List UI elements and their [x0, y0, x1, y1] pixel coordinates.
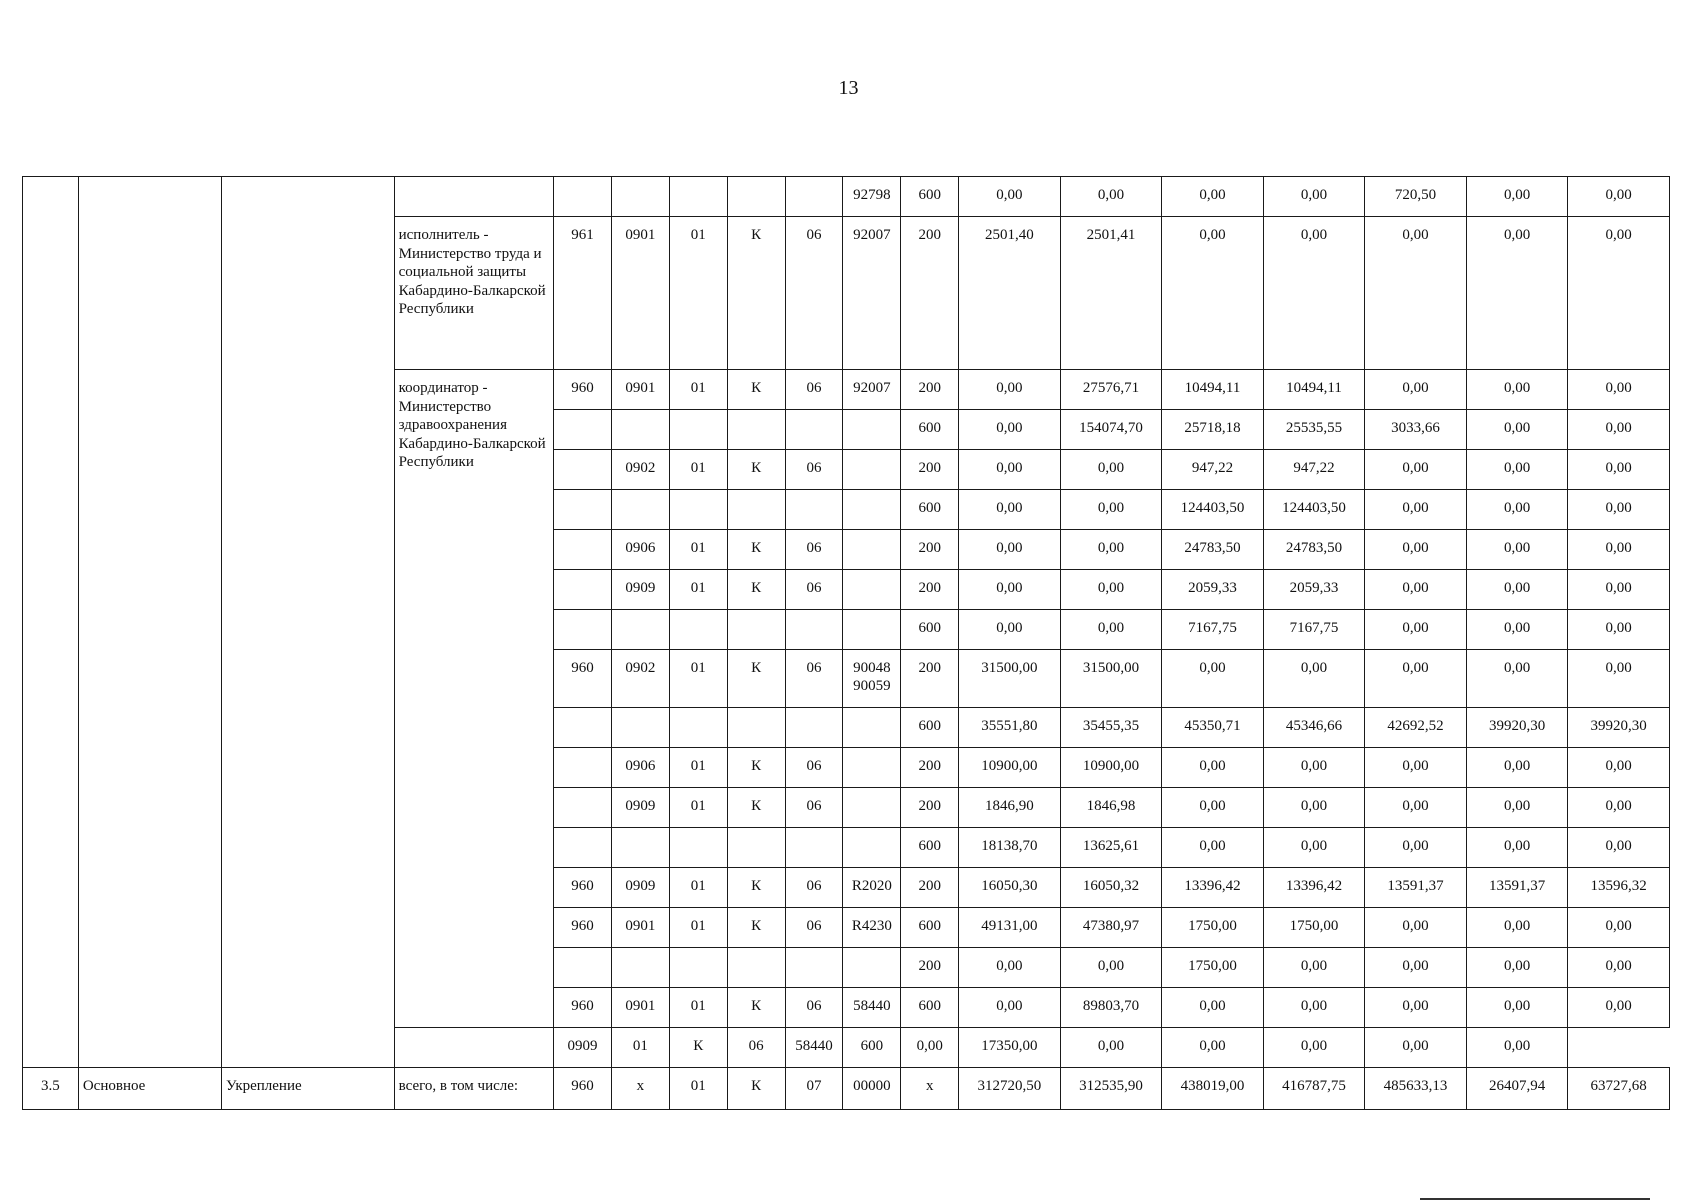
program-code-cell — [727, 610, 785, 650]
target-code-cell: R4230 — [843, 908, 901, 948]
cell-line: 90059 — [853, 678, 891, 694]
podrazdel-code-cell — [669, 708, 727, 748]
subprogram-code-cell: 06 — [785, 217, 843, 370]
razdel-code-cell — [611, 177, 669, 217]
value-7-cell: 0,00 — [1568, 788, 1670, 828]
program-code-cell — [727, 410, 785, 450]
vid-code-cell: 600 — [901, 177, 959, 217]
value-2-cell: 2501,41 — [1060, 217, 1162, 370]
podrazdel-code-cell — [669, 948, 727, 988]
value-4-cell: 0,00 — [1263, 177, 1365, 217]
value-3-cell: 124403,50 — [1162, 490, 1264, 530]
value-4-cell: 0,00 — [1263, 748, 1365, 788]
value-4-cell: 24783,50 — [1263, 530, 1365, 570]
gr-code-cell: 960 — [554, 370, 612, 410]
responsible-cell: координатор - Министерство здравоохранения Кабардино-Балкарской Республики — [394, 370, 553, 1028]
value-1-cell: 0,00 — [959, 370, 1061, 410]
value-5-cell: 0,00 — [1365, 450, 1467, 490]
value-3-cell: 0,00 — [1162, 828, 1264, 868]
gr-code-cell — [554, 177, 612, 217]
value-6-cell: 0,00 — [1466, 610, 1568, 650]
subprogram-code-cell: 06 — [785, 988, 843, 1028]
target-code-cell — [843, 748, 901, 788]
subprogram-code-cell: 06 — [785, 650, 843, 708]
value-1-cell: 1846,90 — [959, 788, 1061, 828]
value-7-cell: 0,00 — [1568, 450, 1670, 490]
vid-code-cell: 600 — [901, 610, 959, 650]
value-2-cell: 16050,32 — [1060, 868, 1162, 908]
target-code-cell — [843, 788, 901, 828]
value-3-cell: 438019,00 — [1162, 1068, 1264, 1110]
podrazdel-code-cell: 01 — [669, 370, 727, 410]
gr-code-cell: 960 — [554, 1068, 612, 1110]
budget-table — [22, 176, 1670, 1110]
target-code-cell: 92007 — [843, 217, 901, 370]
program-code-cell: К — [727, 530, 785, 570]
value-6-cell: 0,00 — [1466, 570, 1568, 610]
value-2-cell: 47380,97 — [1060, 908, 1162, 948]
target-code-cell: R2020 — [843, 868, 901, 908]
value-4-cell: 0,00 — [1263, 788, 1365, 828]
razdel-code-cell: х — [611, 1068, 669, 1110]
value-4-cell: 7167,75 — [1263, 610, 1365, 650]
razdel-code-cell: 0901 — [611, 908, 669, 948]
vid-code-cell: 600 — [901, 988, 959, 1028]
value-5-cell: 0,00 — [1365, 530, 1467, 570]
value-6-cell: 0,00 — [1466, 788, 1568, 828]
value-7-cell: 0,00 — [1568, 828, 1670, 868]
value-5-cell: 0,00 — [1365, 217, 1467, 370]
value-6-cell: 39920,30 — [1466, 708, 1568, 748]
value-6-cell: 13591,37 — [1466, 868, 1568, 908]
program-code-cell: К — [727, 570, 785, 610]
value-6-cell: 0,00 — [1466, 450, 1568, 490]
value-4-cell: 0,00 — [1263, 650, 1365, 708]
subprogram-code-cell — [785, 828, 843, 868]
value-3-cell: 0,00 — [1162, 650, 1264, 708]
value-1-cell: 10900,00 — [959, 748, 1061, 788]
value-1-cell: 18138,70 — [959, 828, 1061, 868]
gr-code-cell: 960 — [554, 988, 612, 1028]
value-5-cell: 0,00 — [1365, 570, 1467, 610]
value-7-cell: 0,00 — [1568, 610, 1670, 650]
value-3-cell: 1750,00 — [1162, 948, 1264, 988]
value-7-cell: 0,00 — [1568, 490, 1670, 530]
gr-code-cell — [554, 828, 612, 868]
vid-code-cell: 200 — [901, 948, 959, 988]
target-code-cell — [843, 828, 901, 868]
value-3-cell: 0,00 — [1162, 177, 1264, 217]
target-code-cell — [843, 410, 901, 450]
subprogram-code-cell: 06 — [785, 570, 843, 610]
vid-code-cell: 200 — [901, 650, 959, 708]
program-code-cell — [727, 177, 785, 217]
value-7-cell: 0,00 — [1568, 748, 1670, 788]
target-code-cell — [843, 530, 901, 570]
gr-code-cell — [554, 748, 612, 788]
podrazdel-code-cell: 01 — [669, 217, 727, 370]
subprogram-code-cell: 07 — [785, 1068, 843, 1110]
value-1-cell: 0,00 — [959, 450, 1061, 490]
podrazdel-code-cell: 01 — [669, 868, 727, 908]
value-2-cell: 0,00 — [1060, 490, 1162, 530]
value-3-cell: 7167,75 — [1162, 610, 1264, 650]
gr-code-cell — [394, 1028, 553, 1068]
value-3-cell: 947,22 — [1162, 450, 1264, 490]
program-code-cell: К — [727, 788, 785, 828]
vid-code-cell: 200 — [901, 370, 959, 410]
value-2-cell: 31500,00 — [1060, 650, 1162, 708]
podrazdel-code-cell: 01 — [669, 450, 727, 490]
value-3-cell: 10494,11 — [1162, 370, 1264, 410]
value-5-cell: 0,00 — [1365, 788, 1467, 828]
vid-code-cell: 600 — [901, 490, 959, 530]
vid-code-cell: 200 — [901, 748, 959, 788]
podrazdel-code-cell: 01 — [669, 1068, 727, 1110]
value-4-cell: 45346,66 — [1263, 708, 1365, 748]
value-1-cell: 0,00 — [959, 177, 1061, 217]
target-code-cell — [843, 708, 901, 748]
value-1-cell: 2501,40 — [959, 217, 1061, 370]
value-2-cell: 0,00 — [1060, 610, 1162, 650]
target-code-cell: 92007 — [843, 370, 901, 410]
subprogram-code-cell: 06 — [785, 450, 843, 490]
program-code-cell: К — [727, 988, 785, 1028]
subprogram-code-cell — [785, 177, 843, 217]
razdel-code-cell: 0906 — [611, 748, 669, 788]
vid-code-cell: 600 — [901, 828, 959, 868]
value-3-cell: 0,00 — [1060, 1028, 1162, 1068]
value-7-cell: 0,00 — [1568, 410, 1670, 450]
gr-code-cell — [554, 708, 612, 748]
razdel-code-cell: 0909 — [611, 570, 669, 610]
program-code-cell: К — [727, 868, 785, 908]
target-code-cell: 58440 — [785, 1028, 843, 1068]
value-1-cell: 0,00 — [959, 610, 1061, 650]
gr-code-cell — [554, 410, 612, 450]
razdel-code-cell: 0902 — [611, 450, 669, 490]
value-1-cell: 31500,00 — [959, 650, 1061, 708]
razdel-code-cell: 0901 — [611, 217, 669, 370]
value-1-cell: 0,00 — [959, 530, 1061, 570]
razdel-code-cell: 0901 — [611, 988, 669, 1028]
target-code-cell — [843, 490, 901, 530]
program-code-cell: К — [727, 908, 785, 948]
value-2-cell: 17350,00 — [959, 1028, 1061, 1068]
value-5-cell: 0,00 — [1365, 490, 1467, 530]
value-1-cell: 49131,00 — [959, 908, 1061, 948]
subprogram-code-cell — [785, 948, 843, 988]
vid-code-cell: 200 — [901, 450, 959, 490]
program-code-cell: К — [669, 1028, 727, 1068]
subprogram-code-cell: 06 — [727, 1028, 785, 1068]
program-code-cell — [727, 828, 785, 868]
subprogram-code-cell: 06 — [785, 868, 843, 908]
vid-code-cell: 200 — [901, 217, 959, 370]
gr-code-cell: 960 — [554, 908, 612, 948]
value-6-cell: 0,00 — [1365, 1028, 1467, 1068]
podrazdel-code-cell: 01 — [669, 530, 727, 570]
value-6-cell: 0,00 — [1466, 650, 1568, 708]
razdel-code-cell: 0906 — [611, 530, 669, 570]
type-cell: Основное — [78, 1068, 221, 1110]
gr-code-cell: 961 — [554, 217, 612, 370]
vid-code-cell: 600 — [901, 410, 959, 450]
value-5-cell: 0,00 — [1365, 610, 1467, 650]
value-4-cell: 1750,00 — [1263, 908, 1365, 948]
value-6-cell: 0,00 — [1466, 908, 1568, 948]
razdel-code-cell: 0909 — [611, 788, 669, 828]
target-code-cell: 00000 — [843, 1068, 901, 1110]
gr-code-cell — [554, 450, 612, 490]
podrazdel-code-cell: 01 — [669, 788, 727, 828]
target-code-cell — [843, 948, 901, 988]
value-2-cell: 89803,70 — [1060, 988, 1162, 1028]
value-2-cell: 35455,35 — [1060, 708, 1162, 748]
vid-code-cell: 600 — [901, 708, 959, 748]
target-code-cell — [843, 650, 901, 708]
podrazdel-code-cell: 01 — [669, 988, 727, 1028]
value-5-cell: 0,00 — [1365, 650, 1467, 708]
razdel-code-cell — [611, 610, 669, 650]
razdel-code-cell — [611, 708, 669, 748]
target-code-cell — [843, 450, 901, 490]
podrazdel-code-cell — [669, 177, 727, 217]
value-6-cell: 0,00 — [1466, 828, 1568, 868]
value-5-cell: 0,00 — [1365, 988, 1467, 1028]
subprogram-code-cell: 06 — [785, 530, 843, 570]
value-2-cell: 27576,71 — [1060, 370, 1162, 410]
value-1-cell: 0,00 — [959, 948, 1061, 988]
value-2-cell: 10900,00 — [1060, 748, 1162, 788]
value-5-cell: 42692,52 — [1365, 708, 1467, 748]
value-2-cell: 0,00 — [1060, 177, 1162, 217]
value-6-cell: 0,00 — [1466, 177, 1568, 217]
row-number-cell: 3.5 — [23, 1068, 79, 1110]
subprogram-code-cell: 06 — [785, 748, 843, 788]
gr-code-cell: 960 — [554, 650, 612, 708]
value-5-cell: 13591,37 — [1365, 868, 1467, 908]
value-4-cell: 416787,75 — [1263, 1068, 1365, 1110]
value-4-cell: 2059,33 — [1263, 570, 1365, 610]
razdel-code-cell — [611, 490, 669, 530]
value-2-cell: 0,00 — [1060, 570, 1162, 610]
value-4-cell: 0,00 — [1263, 948, 1365, 988]
program-code-cell: К — [727, 1068, 785, 1110]
row-number-cell — [23, 177, 79, 1068]
gr-code-cell — [554, 490, 612, 530]
value-7-cell: 0,00 — [1568, 948, 1670, 988]
podrazdel-code-cell: 01 — [669, 570, 727, 610]
value-1-cell: 312720,50 — [959, 1068, 1061, 1110]
gr-code-cell: 960 — [554, 868, 612, 908]
value-4-cell: 947,22 — [1263, 450, 1365, 490]
value-6-cell: 0,00 — [1466, 370, 1568, 410]
responsible-cell — [394, 177, 553, 217]
value-6-cell: 26407,94 — [1466, 1068, 1568, 1110]
value-1-cell: 16050,30 — [959, 868, 1061, 908]
value-7-cell: 0,00 — [1568, 370, 1670, 410]
value-3-cell: 24783,50 — [1162, 530, 1264, 570]
gr-code-cell — [554, 530, 612, 570]
value-1-cell: 35551,80 — [959, 708, 1061, 748]
program-code-cell: К — [727, 217, 785, 370]
value-4-cell: 124403,50 — [1263, 490, 1365, 530]
gr-code-cell — [554, 610, 612, 650]
value-4-cell: 0,00 — [1162, 1028, 1264, 1068]
value-4-cell: 0,00 — [1263, 217, 1365, 370]
value-7-cell: 0,00 — [1568, 908, 1670, 948]
podrazdel-code-cell: 01 — [669, 650, 727, 708]
name-cell — [222, 177, 395, 1068]
gr-code-cell — [554, 948, 612, 988]
value-2-cell: 312535,90 — [1060, 1068, 1162, 1110]
value-7-cell: 13596,32 — [1568, 868, 1670, 908]
responsible-cell: всего, в том числе: — [394, 1068, 553, 1110]
value-4-cell: 13396,42 — [1263, 868, 1365, 908]
value-5-cell: 3033,66 — [1365, 410, 1467, 450]
program-code-cell: К — [727, 450, 785, 490]
target-code-cell — [843, 570, 901, 610]
program-code-cell — [727, 708, 785, 748]
value-5-cell: 720,50 — [1365, 177, 1467, 217]
program-code-cell — [727, 948, 785, 988]
value-3-cell: 2059,33 — [1162, 570, 1264, 610]
target-code-cell — [843, 610, 901, 650]
value-2-cell: 0,00 — [1060, 450, 1162, 490]
subprogram-code-cell — [785, 610, 843, 650]
vid-code-cell: 200 — [901, 868, 959, 908]
value-2-cell: 0,00 — [1060, 948, 1162, 988]
value-7-cell: 0,00 — [1568, 988, 1670, 1028]
razdel-code-cell: 0909 — [611, 868, 669, 908]
program-code-cell: К — [727, 370, 785, 410]
value-7-cell: 0,00 — [1568, 217, 1670, 370]
podrazdel-code-cell — [669, 610, 727, 650]
vid-code-cell: 600 — [843, 1028, 901, 1068]
vid-code-cell: 200 — [901, 530, 959, 570]
value-1-cell: 0,00 — [959, 570, 1061, 610]
cell-line: 90048 — [853, 660, 891, 676]
table-row — [23, 177, 1670, 217]
target-code-cell: 58440 — [843, 988, 901, 1028]
podrazdel-code-cell: 01 — [669, 908, 727, 948]
value-2-cell: 0,00 — [1060, 530, 1162, 570]
value-1-cell: 0,00 — [959, 490, 1061, 530]
value-3-cell: 0,00 — [1162, 988, 1264, 1028]
razdel-code-cell: 0909 — [554, 1028, 612, 1068]
razdel-code-cell — [611, 828, 669, 868]
value-5-cell: 0,00 — [1365, 828, 1467, 868]
value-2-cell: 13625,61 — [1060, 828, 1162, 868]
name-cell: Укрепление — [222, 1068, 395, 1110]
value-6-cell: 0,00 — [1466, 988, 1568, 1028]
value-7-cell: 39920,30 — [1568, 708, 1670, 748]
value-3-cell: 1750,00 — [1162, 908, 1264, 948]
value-3-cell: 0,00 — [1162, 217, 1264, 370]
value-6-cell: 0,00 — [1466, 490, 1568, 530]
table-body — [23, 177, 1670, 1110]
subprogram-code-cell — [785, 490, 843, 530]
value-7-cell: 0,00 — [1568, 570, 1670, 610]
podrazdel-code-cell — [669, 490, 727, 530]
value-2-cell: 1846,98 — [1060, 788, 1162, 828]
value-6-cell: 0,00 — [1466, 530, 1568, 570]
value-6-cell: 0,00 — [1466, 217, 1568, 370]
value-7-cell: 0,00 — [1568, 530, 1670, 570]
program-code-cell: К — [727, 650, 785, 708]
value-4-cell: 25535,55 — [1263, 410, 1365, 450]
value-7-cell: 63727,68 — [1568, 1068, 1670, 1110]
value-3-cell: 25718,18 — [1162, 410, 1264, 450]
value-1-cell: 0,00 — [901, 1028, 959, 1068]
vid-code-cell: 600 — [901, 908, 959, 948]
podrazdel-code-cell: 01 — [611, 1028, 669, 1068]
value-1-cell: 0,00 — [959, 988, 1061, 1028]
gr-code-cell — [554, 570, 612, 610]
value-2-cell: 154074,70 — [1060, 410, 1162, 450]
razdel-code-cell — [611, 410, 669, 450]
subprogram-code-cell: 06 — [785, 370, 843, 410]
value-5-cell: 485633,13 — [1365, 1068, 1467, 1110]
value-3-cell: 0,00 — [1162, 788, 1264, 828]
value-6-cell: 0,00 — [1466, 748, 1568, 788]
podrazdel-code-cell — [669, 828, 727, 868]
value-5-cell: 0,00 — [1263, 1028, 1365, 1068]
table-row-total — [23, 1068, 1670, 1110]
value-5-cell: 0,00 — [1365, 948, 1467, 988]
value-7-cell: 0,00 — [1568, 650, 1670, 708]
subprogram-code-cell: 06 — [785, 788, 843, 828]
type-cell — [78, 177, 221, 1068]
vid-code-cell: 200 — [901, 788, 959, 828]
subprogram-code-cell: 06 — [785, 908, 843, 948]
razdel-code-cell: 0902 — [611, 650, 669, 708]
responsible-cell: исполнитель - Министерство труда и социальной защиты Кабардино-Балкарской Республики — [394, 217, 553, 370]
podrazdel-code-cell — [669, 410, 727, 450]
value-3-cell: 45350,71 — [1162, 708, 1264, 748]
value-4-cell: 0,00 — [1263, 828, 1365, 868]
value-5-cell: 0,00 — [1365, 748, 1467, 788]
gr-code-cell — [554, 788, 612, 828]
value-4-cell: 0,00 — [1263, 988, 1365, 1028]
subprogram-code-cell — [785, 410, 843, 450]
subprogram-code-cell — [785, 708, 843, 748]
program-code-cell — [727, 490, 785, 530]
value-5-cell: 0,00 — [1365, 908, 1467, 948]
vid-code-cell: 200 — [901, 570, 959, 610]
value-6-cell: 0,00 — [1466, 410, 1568, 450]
value-3-cell: 0,00 — [1162, 748, 1264, 788]
value-4-cell: 10494,11 — [1263, 370, 1365, 410]
value-7-cell: 0,00 — [1466, 1028, 1568, 1068]
value-3-cell: 13396,42 — [1162, 868, 1264, 908]
program-code-cell: К — [727, 748, 785, 788]
razdel-code-cell: 0901 — [611, 370, 669, 410]
podrazdel-code-cell: 01 — [669, 748, 727, 788]
page-number: 13 — [838, 77, 859, 99]
value-1-cell: 0,00 — [959, 410, 1061, 450]
razdel-code-cell — [611, 948, 669, 988]
value-6-cell: 0,00 — [1466, 948, 1568, 988]
value-5-cell: 0,00 — [1365, 370, 1467, 410]
target-code-cell: 92798 — [843, 177, 901, 217]
value-7-cell: 0,00 — [1568, 177, 1670, 217]
vid-code-cell: х — [901, 1068, 959, 1110]
